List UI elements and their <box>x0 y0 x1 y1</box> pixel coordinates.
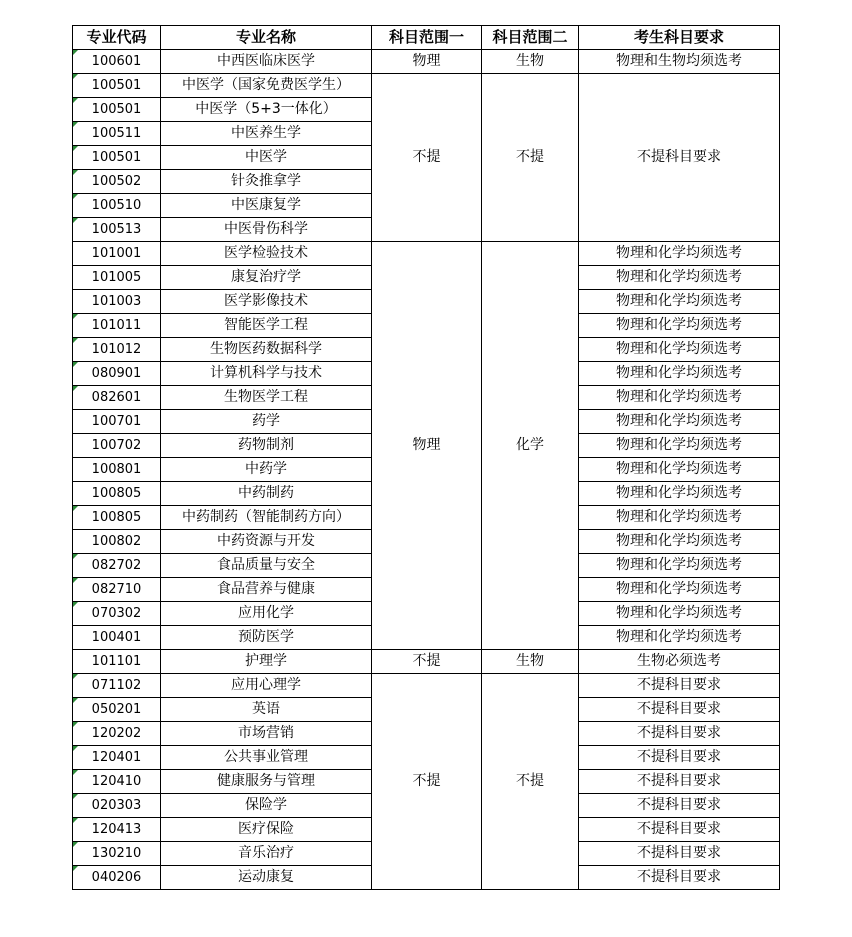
subject-range-1-cell: 物理 <box>372 50 482 74</box>
table-row <box>73 650 780 674</box>
subject-requirement-cell: 物理和化学均须选考 <box>579 362 780 386</box>
major-code-cell: 040206 <box>73 866 161 890</box>
subject-requirement-cell: 物理和化学均须选考 <box>579 554 780 578</box>
major-name-cell: 中医学 <box>161 146 372 170</box>
subject-requirement-cell: 不提科目要求 <box>579 794 780 818</box>
major-name-cell: 药学 <box>161 410 372 434</box>
major-code-cell: 101101 <box>73 650 161 674</box>
subject-requirement-cell: 物理和化学均须选考 <box>579 386 780 410</box>
subject-requirement-cell: 物理和化学均须选考 <box>579 506 780 530</box>
major-code-cell: 101012 <box>73 338 161 362</box>
major-name-cell: 应用化学 <box>161 602 372 626</box>
major-name-cell: 食品质量与安全 <box>161 554 372 578</box>
major-code-cell: 100802 <box>73 530 161 554</box>
table-row <box>73 74 780 98</box>
major-name-cell: 中医养生学 <box>161 122 372 146</box>
major-code-cell: 071102 <box>73 674 161 698</box>
major-name-cell: 中药学 <box>161 458 372 482</box>
major-code-cell: 100401 <box>73 626 161 650</box>
major-code-cell: 082601 <box>73 386 161 410</box>
table-body <box>73 50 780 890</box>
header-subject-range-1: 科目范围一 <box>372 26 482 50</box>
subject-requirement-cell: 物理和化学均须选考 <box>579 266 780 290</box>
major-code-cell: 082702 <box>73 554 161 578</box>
major-code-cell: 100511 <box>73 122 161 146</box>
subject-range-1-cell: 不提 <box>372 74 482 242</box>
subject-requirement-cell: 物理和化学均须选考 <box>579 290 780 314</box>
subject-requirement-cell: 不提科目要求 <box>579 74 780 242</box>
major-code-cell: 101001 <box>73 242 161 266</box>
major-code-cell: 120410 <box>73 770 161 794</box>
subject-requirement-cell: 不提科目要求 <box>579 722 780 746</box>
major-name-cell: 医学检验技术 <box>161 242 372 266</box>
major-name-cell: 应用心理学 <box>161 674 372 698</box>
major-code-cell: 080901 <box>73 362 161 386</box>
major-code-cell: 101011 <box>73 314 161 338</box>
major-name-cell: 计算机科学与技术 <box>161 362 372 386</box>
major-name-cell: 公共事业管理 <box>161 746 372 770</box>
subject-requirement-cell: 生物必须选考 <box>579 650 780 674</box>
major-code-cell: 100805 <box>73 482 161 506</box>
major-code-cell: 020303 <box>73 794 161 818</box>
major-name-cell: 英语 <box>161 698 372 722</box>
subject-requirement-cell: 物理和化学均须选考 <box>579 338 780 362</box>
header-subject-requirement: 考生科目要求 <box>579 26 780 50</box>
header-row <box>73 26 780 50</box>
subject-requirement-cell: 物理和化学均须选考 <box>579 410 780 434</box>
major-code-cell: 100702 <box>73 434 161 458</box>
subject-requirement-cell: 不提科目要求 <box>579 746 780 770</box>
subject-requirement-cell: 物理和化学均须选考 <box>579 458 780 482</box>
major-name-cell: 智能医学工程 <box>161 314 372 338</box>
major-name-cell: 食品营养与健康 <box>161 578 372 602</box>
major-code-cell: 050201 <box>73 698 161 722</box>
subject-requirement-cell: 不提科目要求 <box>579 818 780 842</box>
major-name-cell: 医疗保险 <box>161 818 372 842</box>
subject-range-2-cell: 生物 <box>482 50 579 74</box>
major-code-cell: 100805 <box>73 506 161 530</box>
subject-range-2-cell: 化学 <box>482 242 579 650</box>
major-name-cell: 生物医学工程 <box>161 386 372 410</box>
subject-requirement-cell: 物理和化学均须选考 <box>579 314 780 338</box>
major-name-cell: 中医学（国家免费医学生） <box>161 74 372 98</box>
major-code-cell: 100501 <box>73 146 161 170</box>
header-subject-range-2: 科目范围二 <box>482 26 579 50</box>
major-name-cell: 中医康复学 <box>161 194 372 218</box>
subject-requirement-cell: 物理和化学均须选考 <box>579 626 780 650</box>
major-code-cell: 100510 <box>73 194 161 218</box>
header-major-name: 专业名称 <box>161 26 372 50</box>
subject-requirement-cell: 不提科目要求 <box>579 842 780 866</box>
major-name-cell: 针灸推拿学 <box>161 170 372 194</box>
major-name-cell: 健康服务与管理 <box>161 770 372 794</box>
subject-requirement-cell: 不提科目要求 <box>579 866 780 890</box>
table-row <box>73 674 780 698</box>
major-name-cell: 药物制剂 <box>161 434 372 458</box>
subject-range-2-cell: 不提 <box>482 74 579 242</box>
subject-requirement-cell: 物理和化学均须选考 <box>579 602 780 626</box>
major-name-cell: 生物医药数据科学 <box>161 338 372 362</box>
major-name-cell: 运动康复 <box>161 866 372 890</box>
major-code-cell: 070302 <box>73 602 161 626</box>
major-name-cell: 中药制药（智能制药方向） <box>161 506 372 530</box>
major-name-cell: 康复治疗学 <box>161 266 372 290</box>
major-code-cell: 100501 <box>73 74 161 98</box>
major-code-cell: 100601 <box>73 50 161 74</box>
major-code-cell: 130210 <box>73 842 161 866</box>
major-name-cell: 中西医临床医学 <box>161 50 372 74</box>
major-name-cell: 音乐治疗 <box>161 842 372 866</box>
major-name-cell: 市场营销 <box>161 722 372 746</box>
subject-range-1-cell: 物理 <box>372 242 482 650</box>
major-name-cell: 保险学 <box>161 794 372 818</box>
major-code-cell: 100501 <box>73 98 161 122</box>
table-row <box>73 242 780 266</box>
major-name-cell: 预防医学 <box>161 626 372 650</box>
subject-range-1-cell: 不提 <box>372 650 482 674</box>
major-code-cell: 120401 <box>73 746 161 770</box>
major-code-cell: 100513 <box>73 218 161 242</box>
subject-requirement-cell: 物理和化学均须选考 <box>579 578 780 602</box>
subject-requirement-cell: 物理和生物均须选考 <box>579 50 780 74</box>
subject-range-2-cell: 不提 <box>482 674 579 890</box>
major-code-cell: 101005 <box>73 266 161 290</box>
subject-requirement-cell: 不提科目要求 <box>579 698 780 722</box>
major-name-cell: 中药制药 <box>161 482 372 506</box>
subject-requirements-table <box>72 25 780 890</box>
major-code-cell: 100801 <box>73 458 161 482</box>
major-name-cell: 中医骨伤科学 <box>161 218 372 242</box>
subject-range-1-cell: 不提 <box>372 674 482 890</box>
subject-requirement-cell: 物理和化学均须选考 <box>579 530 780 554</box>
major-name-cell: 医学影像技术 <box>161 290 372 314</box>
major-code-cell: 100502 <box>73 170 161 194</box>
subject-requirement-cell: 不提科目要求 <box>579 770 780 794</box>
subject-requirement-cell: 物理和化学均须选考 <box>579 434 780 458</box>
subject-requirement-cell: 物理和化学均须选考 <box>579 482 780 506</box>
major-code-cell: 082710 <box>73 578 161 602</box>
major-code-cell: 101003 <box>73 290 161 314</box>
major-code-cell: 120202 <box>73 722 161 746</box>
table-row <box>73 50 780 74</box>
major-code-cell: 100701 <box>73 410 161 434</box>
subject-range-2-cell: 生物 <box>482 650 579 674</box>
header-major-code: 专业代码 <box>73 26 161 50</box>
major-name-cell: 中医学（5+3一体化） <box>161 98 372 122</box>
major-name-cell: 护理学 <box>161 650 372 674</box>
major-code-cell: 120413 <box>73 818 161 842</box>
subject-requirement-cell: 不提科目要求 <box>579 674 780 698</box>
subject-requirement-cell: 物理和化学均须选考 <box>579 242 780 266</box>
major-name-cell: 中药资源与开发 <box>161 530 372 554</box>
